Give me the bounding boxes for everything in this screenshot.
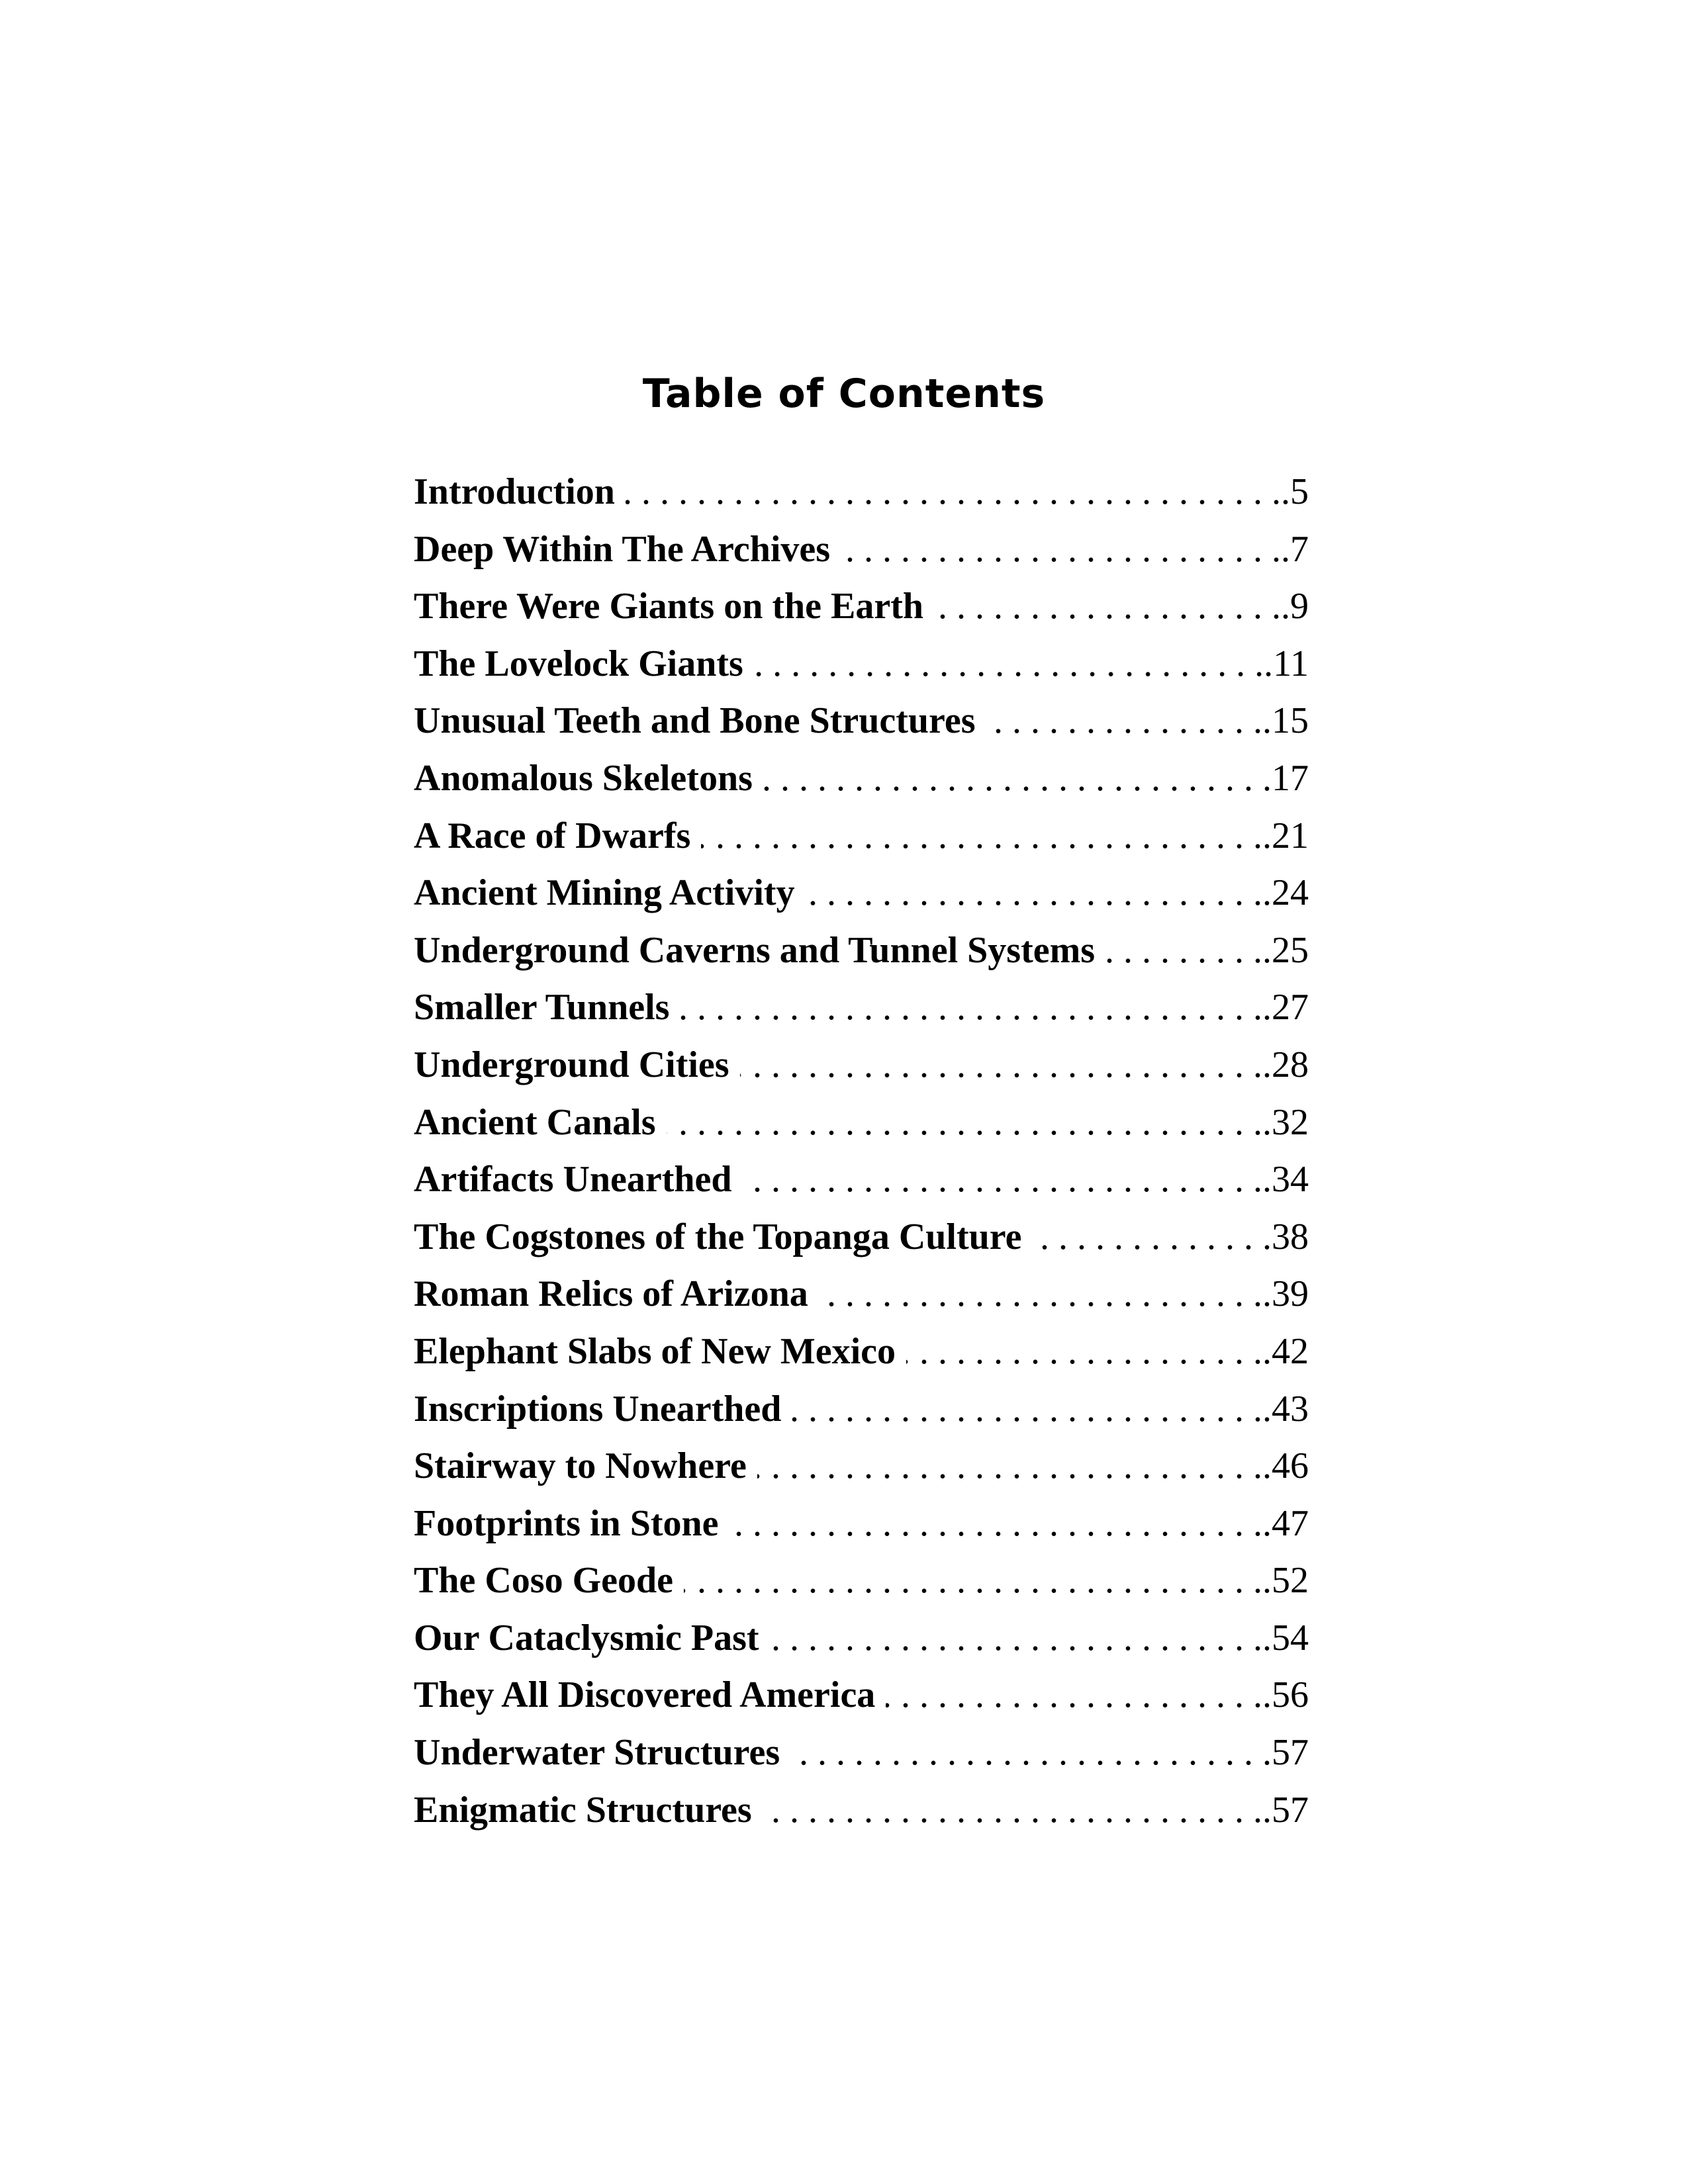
dot-leader xyxy=(667,1094,1262,1152)
toc-entry-title: Underground Cities xyxy=(414,1044,729,1085)
toc-entry-title: Deep Within The Archives xyxy=(414,528,831,570)
toc-entry xyxy=(414,1151,1309,1208)
dot-leader xyxy=(1105,922,1262,979)
toc-page-number: .24 xyxy=(1262,872,1309,914)
toc-entry-title: Ancient Mining Activity xyxy=(414,872,795,914)
toc-entry xyxy=(414,807,1309,865)
dot-leader xyxy=(763,1782,1262,1839)
toc-entry xyxy=(414,864,1309,922)
toc-entry-title: Underground Caverns and Tunnel Systems xyxy=(414,929,1096,971)
toc-entry xyxy=(414,750,1309,807)
dot-leader xyxy=(819,1265,1262,1323)
toc-entry-title: Underwater Structures xyxy=(414,1732,780,1774)
toc-page-number: .28 xyxy=(1262,1044,1309,1085)
toc-entry-title: Roman Relics of Arizona xyxy=(414,1273,808,1315)
toc-page-number: .46 xyxy=(1262,1445,1309,1487)
dot-leader xyxy=(806,864,1262,922)
toc-entry-title: There Were Giants on the Earth xyxy=(414,586,923,627)
toc-page-number: .47 xyxy=(1262,1502,1309,1544)
toc-entry xyxy=(414,1208,1309,1266)
dot-leader xyxy=(790,1724,1272,1782)
dot-leader xyxy=(740,1036,1262,1094)
toc-page-number: .7 xyxy=(1281,528,1309,570)
dot-leader xyxy=(792,1381,1262,1438)
toc-entry xyxy=(414,922,1309,979)
toc-entry xyxy=(414,1381,1309,1438)
toc-entry xyxy=(414,521,1309,578)
dot-leader xyxy=(770,1610,1262,1667)
dot-leader xyxy=(841,521,1281,578)
toc-entry xyxy=(414,1552,1309,1610)
toc-entry-title: Ancient Canals xyxy=(414,1101,656,1143)
toc-page-number: .52 xyxy=(1262,1560,1309,1602)
toc-entry-title: The Lovelock Giants xyxy=(414,643,743,684)
dot-leader xyxy=(986,692,1262,750)
toc-page-number: .39 xyxy=(1262,1273,1309,1315)
toc-page-number: .43 xyxy=(1262,1388,1309,1430)
dot-leader xyxy=(680,979,1262,1036)
toc-page-number: .27 xyxy=(1262,987,1309,1028)
toc-entry-title: Our Cataclysmic Past xyxy=(414,1617,759,1659)
dot-leader xyxy=(743,1151,1262,1208)
toc-entry xyxy=(414,1666,1309,1724)
toc-entry-title: Elephant Slabs of New Mexico xyxy=(414,1330,896,1372)
dot-leader xyxy=(934,578,1281,635)
dot-leader xyxy=(701,807,1262,865)
toc-entry-title: Anomalous Skeletons xyxy=(414,757,753,799)
toc-page-number: .32 xyxy=(1262,1101,1309,1143)
toc-entry xyxy=(414,1094,1309,1152)
dot-leader xyxy=(906,1323,1262,1381)
toc-entry xyxy=(414,1437,1309,1495)
toc-page-number: .15 xyxy=(1262,700,1309,742)
toc-entry xyxy=(414,1036,1309,1094)
toc-page-number: .56 xyxy=(1262,1674,1309,1716)
toc-entry xyxy=(414,635,1309,693)
toc-page-number: .54 xyxy=(1262,1617,1309,1659)
toc-entry-title: Introduction xyxy=(414,471,615,512)
toc-entry-title: They All Discovered America xyxy=(414,1674,876,1716)
toc-page-number: .57 xyxy=(1262,1789,1309,1831)
toc-page-number: .21 xyxy=(1262,815,1309,856)
toc-entry-title: Artifacts Unearthed xyxy=(414,1159,732,1201)
dot-leader xyxy=(886,1666,1262,1724)
toc-entry xyxy=(414,1724,1309,1782)
toc-list xyxy=(414,463,1309,1839)
toc-entry xyxy=(414,1323,1309,1381)
dot-leader xyxy=(763,750,1272,807)
dot-leader xyxy=(1032,1208,1272,1266)
dot-leader xyxy=(757,1437,1262,1495)
toc-page-number: .42 xyxy=(1262,1330,1309,1372)
toc-entry-title: Smaller Tunnels xyxy=(414,987,670,1028)
dot-leader xyxy=(754,635,1264,693)
toc-entry-title: Footprints in Stone xyxy=(414,1502,719,1544)
toc-page-number: 17 xyxy=(1272,757,1309,799)
toc-entry-title: The Coso Geode xyxy=(414,1560,673,1602)
page-title: Table of Contents xyxy=(642,371,1046,417)
toc-page-number: 57 xyxy=(1272,1732,1309,1774)
toc-entry xyxy=(414,578,1309,635)
dot-leader xyxy=(684,1552,1262,1610)
dot-leader xyxy=(626,463,1281,521)
dot-leader xyxy=(729,1495,1263,1553)
toc-entry xyxy=(414,1782,1309,1839)
toc-page-number: 38 xyxy=(1272,1216,1309,1257)
toc-page-number: .34 xyxy=(1262,1159,1309,1201)
toc-entry-title: The Cogstones of the Topanga Culture xyxy=(414,1216,1022,1257)
toc-entry-title: Enigmatic Structures xyxy=(414,1789,752,1831)
toc-entry xyxy=(414,979,1309,1036)
toc-page-number: .9 xyxy=(1281,586,1309,627)
toc-entry xyxy=(414,463,1309,521)
toc-entry xyxy=(414,1610,1309,1667)
toc-entry xyxy=(414,692,1309,750)
toc-page-number: .11 xyxy=(1264,643,1309,684)
toc-entry-title: A Race of Dwarfs xyxy=(414,815,691,856)
toc-entry-title: Inscriptions Unearthed xyxy=(414,1388,782,1430)
toc-entry xyxy=(414,1265,1309,1323)
toc-entry-title: Unusual Teeth and Bone Structures xyxy=(414,700,976,742)
toc-page-number: .25 xyxy=(1262,929,1309,971)
toc-entry xyxy=(414,1495,1309,1553)
toc-page-number: .5 xyxy=(1281,471,1309,512)
toc-entry-title: Stairway to Nowhere xyxy=(414,1445,747,1487)
